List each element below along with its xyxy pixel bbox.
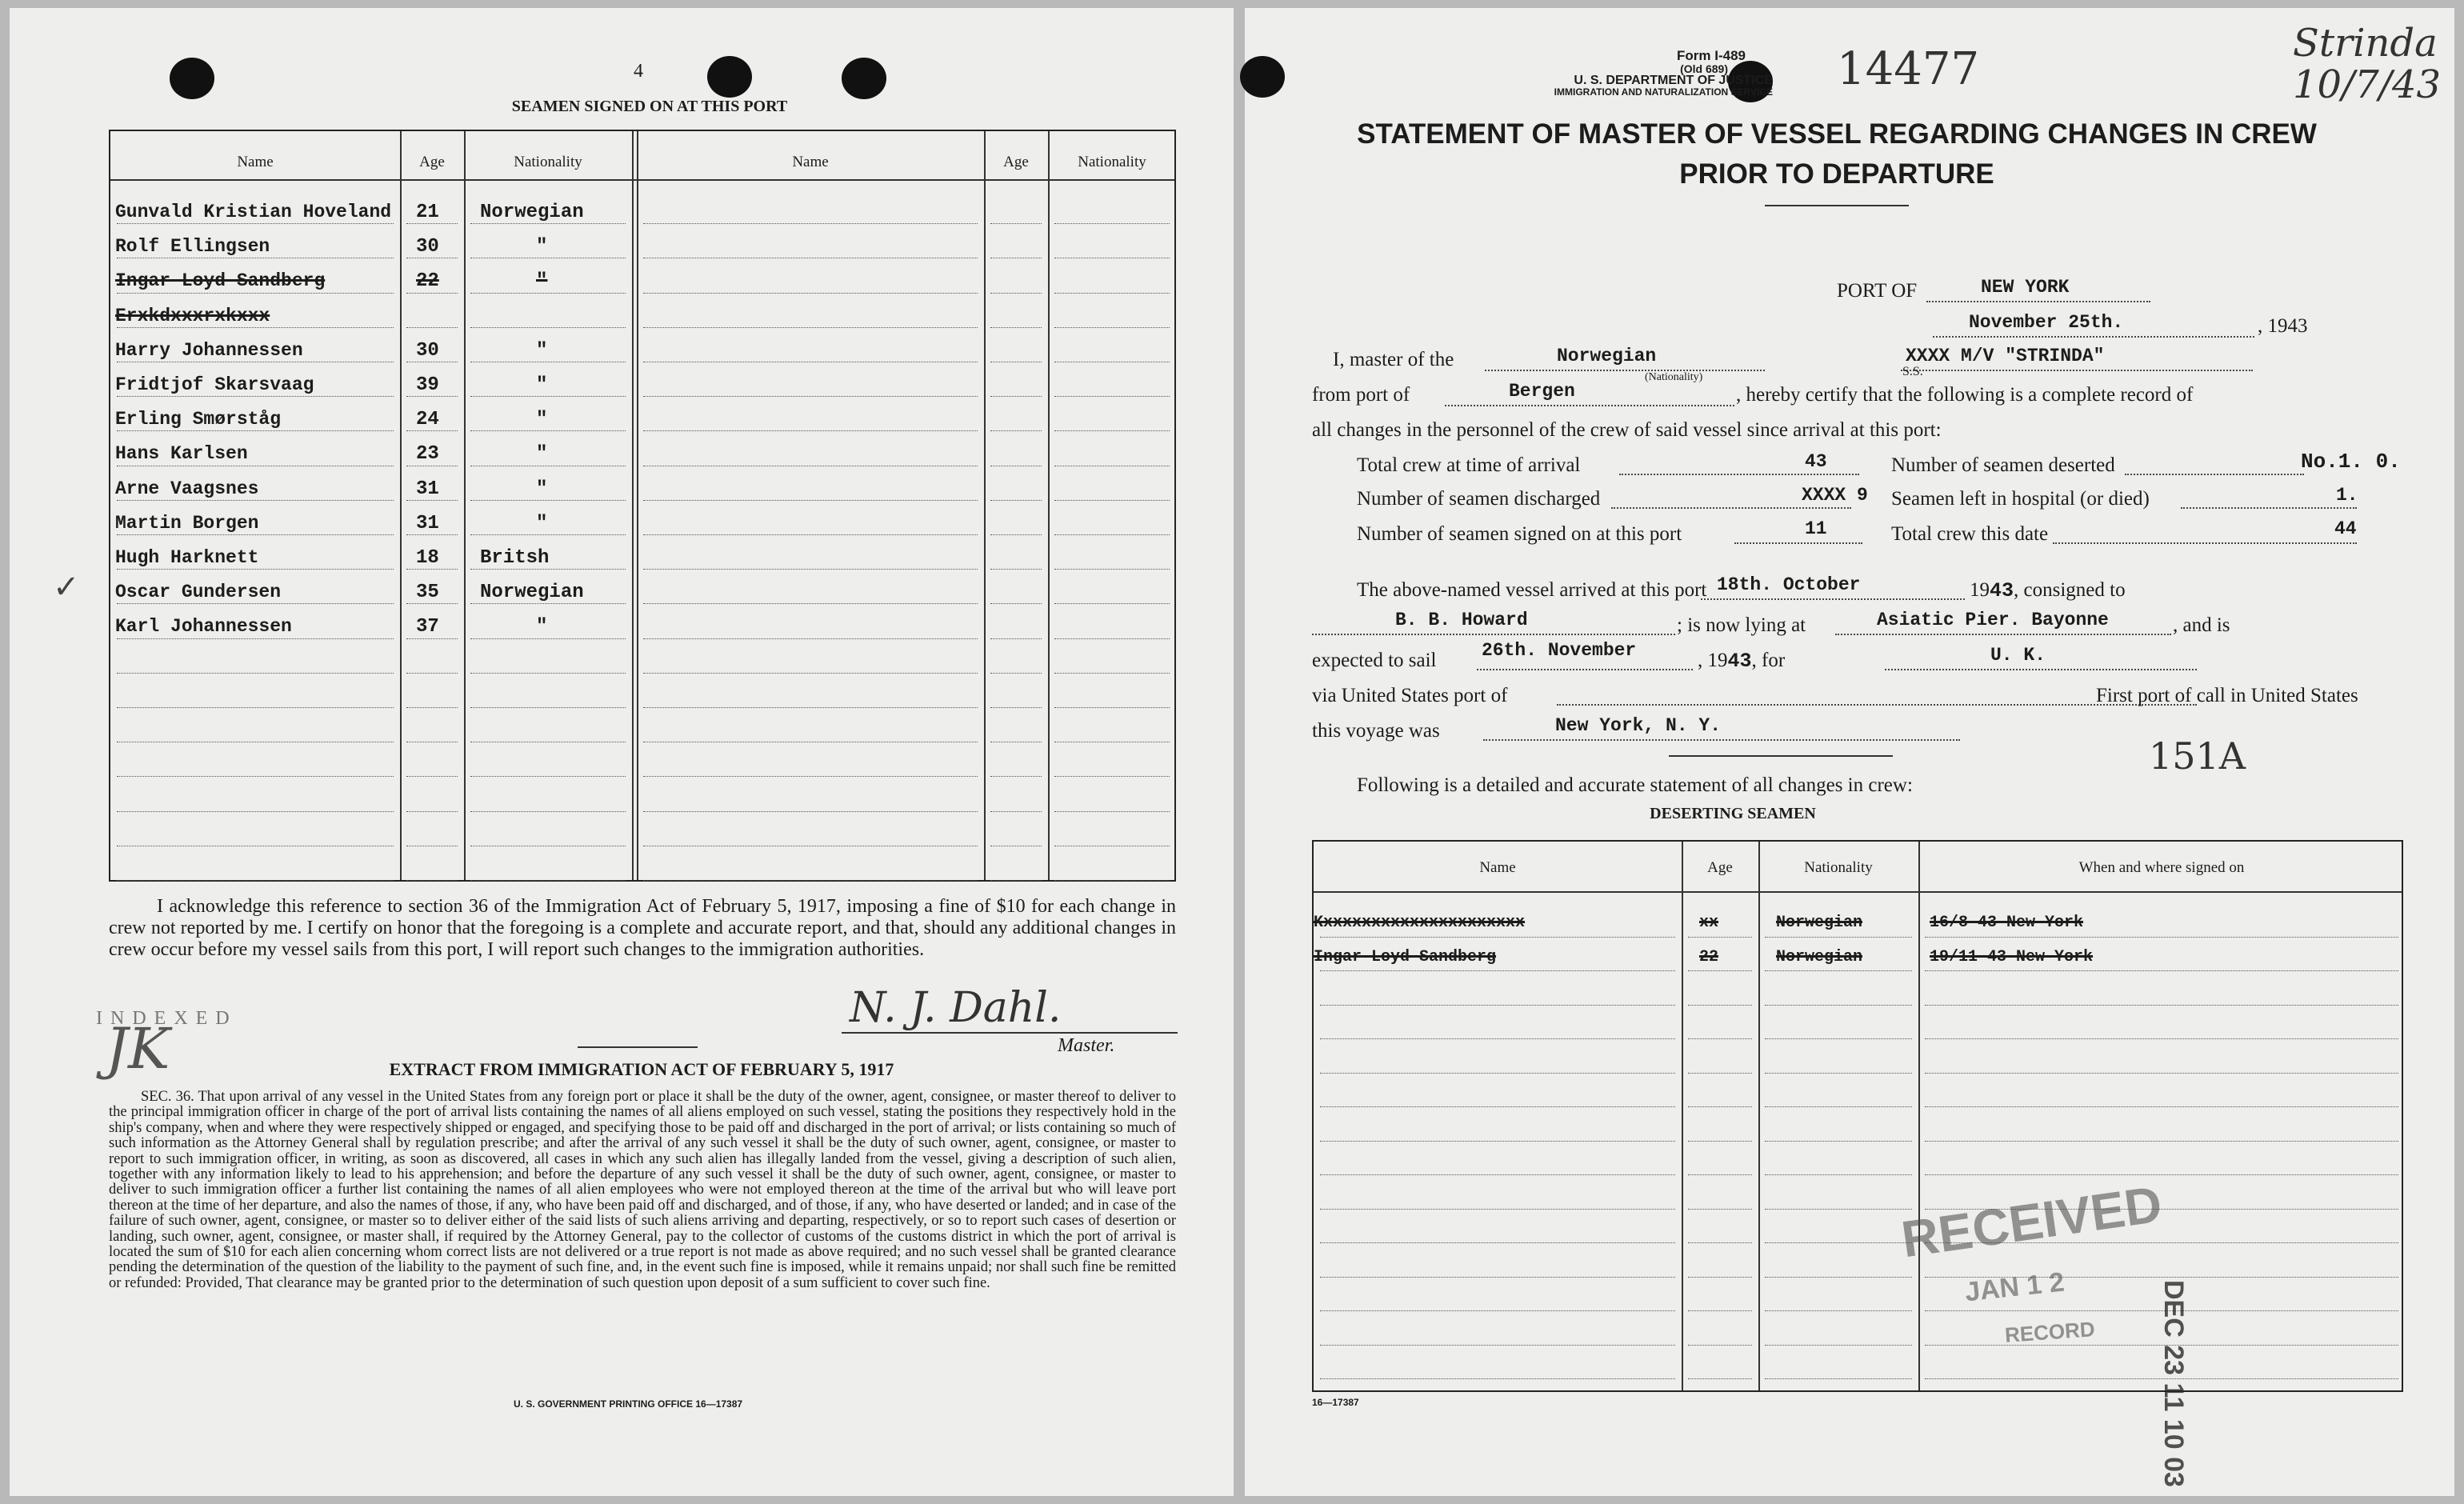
handwritten-code: 151A — [2149, 734, 2246, 778]
deserted-label: Number of seamen deserted — [1891, 454, 2115, 476]
deserter-when: 16/8-43 New York — [1930, 914, 2084, 932]
seaman-age: 37 — [416, 616, 439, 638]
seaman-nationality: " — [536, 512, 548, 534]
arrived-year: 1943, consigned to — [1970, 579, 2126, 602]
total-now-value: 44 — [2334, 518, 2357, 539]
changes-text: all changes in the personnel of the crew of said vessel since arrival at this port: — [1312, 419, 1942, 441]
seaman-name: Fridtjof Skarsvaag — [115, 374, 314, 395]
punch-hole — [170, 58, 214, 99]
seaman-age: 30 — [416, 339, 439, 362]
seaman-nationality: Britsh — [480, 547, 550, 569]
seaman-age: 30 — [416, 236, 439, 258]
arrived-label: The above-named vessel arrived at this port — [1357, 579, 1707, 601]
seaman-name: Erxkdxxxrxkxxx — [115, 305, 270, 326]
punch-hole — [842, 58, 886, 99]
punch-hole — [1240, 56, 1285, 98]
left-page — [10, 8, 1234, 1496]
sail-label: expected to sail — [1312, 650, 1437, 671]
column-nationality: Nationality — [1078, 154, 1146, 170]
seaman-name: Martin Borgen — [115, 512, 259, 534]
column-age: Age — [419, 154, 445, 170]
department: U. S. DEPARTMENT OF JUSTICE — [1574, 74, 1773, 87]
first-call-label: First port of call in United States — [2096, 685, 2358, 706]
discharged-value: XXXX 9 — [1802, 485, 1868, 506]
seaman-age: 31 — [416, 512, 439, 534]
seaman-name: Rolf Ellingsen — [115, 236, 270, 258]
handwritten-corner: Strinda 10/7/43 — [2293, 21, 2442, 107]
form-old: (Old 689) — [1680, 62, 1728, 75]
indexed-stamp: INDEXED — [96, 1008, 238, 1029]
vessel-prefix: S.S. — [1902, 365, 1923, 378]
sail-date: 26th. November — [1482, 640, 1637, 661]
column-name: Name — [792, 154, 829, 170]
port-label: PORT OF — [1837, 280, 1918, 302]
consignee-value: B. B. Howard — [1395, 610, 1528, 630]
discharged-label: Number of seamen discharged — [1357, 488, 1601, 510]
deserter-name: Kxxxxxxxxxxxxxxxxxxxxx — [1314, 914, 1526, 932]
seaman-nationality: " — [536, 616, 548, 638]
column-nationality: Nationality — [514, 154, 582, 170]
deserting-table — [1312, 840, 2403, 1392]
seaman-nationality: " — [536, 339, 548, 362]
total-arrival-value: 43 — [1805, 451, 1827, 472]
seaman-name: Erling Smørståg — [115, 409, 282, 430]
service: IMMIGRATION AND NATURALIZATION SERVICE — [1554, 86, 1773, 98]
signed-on-label: Number of seamen signed on at this port — [1357, 523, 1682, 545]
column-name: Name — [237, 154, 274, 170]
seaman-age: 24 — [416, 409, 439, 431]
deserter-name: Ingar Loyd Sandberg — [1314, 947, 1497, 966]
total-now-label: Total crew this date — [1891, 523, 2049, 545]
signed-on-value: 11 — [1805, 518, 1827, 539]
seaman-age: 21 — [416, 202, 439, 223]
extract-text: SEC. 36. That upon arrival of any vessel in the United States from any foreign port or place it shall be the duty of the owner, agent, consignee, or master thereof to deliver to the principal immigration officer in charge of the port of arrival lists containing the names of all aliens employed on such vessel, stating the positions they respectively hold in the ship's company, when and where they were respectively shipped or engaged, and specifying those to be paid off and discharged in the port of arrival; or lists containing so much of such information as the Attorney General shall by regulation prescribe; and after the arrival of any such vessel it shall be the duty of such owner, agent, consignee, or master to report to such immigration officer, in writing, as soon as discovered, all cases in which any such alien has illegally landed from the vessel, giving a description of such alien, together with any information likely to lead to his apprehension; and before the departure of any such vessel it shall be the duty of such owner, agent, consignee, or master to deliver to such immigration officer a further list containing the names of all alien employees who were not employed thereon at the time of the arrival but who will leave port thereon at the time of her departure, and also the names of those, if any, who have been paid off and discharged, and of those, if any, who have deserted or landed; and in case of the failure of such owner, agent, consignee, or master so to deliver either of the said lists of such aliens arriving and departing, respectively, or so to report such cases of desertion or landing, such owner, agent, consignee, or master shall, if required by the Attorney General, pay to the collector of customs of the customs district in which the port of arrival is located the sum of $10 for each alien concerning whom correct lists are not delivered or a true report is not made as above required; and no such vessel shall be granted clearance pending the determination of the question of the liability to the payment of such fine, and, in the event such fine is imposed, while it remains unpaid; nor shall such fine be remitted or refunded: Provided, That clearance may be granted prior to the determination of such question upon deposit of a sum sufficient to cover such fine. — [109, 1089, 1176, 1291]
seaman-nationality: " — [536, 270, 548, 293]
deserter-nationality: Norwegian — [1776, 947, 1863, 966]
seaman-nationality: " — [536, 236, 548, 258]
page-number: 4 — [634, 61, 643, 82]
acknowledgment-text: I acknowledge this reference to section 36 of the Immigration Act of February 5, 1917, imposing a fine of $10 for each change in crew not reported by me. I certify on honor that the foregoing is a complete and accurate report, and that, should any additional changes in crew occur before my vessel sails from this port, I will report such changes to the immigration authorities. — [109, 896, 1176, 960]
nationality-caption: (Nationality) — [1645, 371, 1703, 383]
deserter-when: 19/11-43 New York — [1930, 947, 2094, 966]
total-arrival-label: Total crew at time of arrival — [1357, 454, 1581, 476]
seaman-nationality: " — [536, 409, 548, 431]
seaman-age: 35 — [416, 582, 439, 604]
seaman-nationality: Norwegian — [480, 582, 584, 604]
seaman-nationality: Norwegian — [480, 202, 584, 223]
seaman-nationality: " — [536, 374, 548, 396]
seaman-name: Oscar Gundersen — [115, 582, 282, 603]
seaman-name: Hugh Harknett — [115, 547, 259, 568]
date-stamp: DEC 23 11 10 03 — [2158, 1280, 2189, 1487]
deserted-value: No.1. 0. — [2301, 450, 2401, 474]
seaman-age: 31 — [416, 478, 439, 500]
check-mark: ✓ — [53, 569, 80, 605]
form-title-line1: STATEMENT OF MASTER OF VESSEL REGARDING CHANGES IN CREW — [1357, 118, 2317, 150]
from-port-label: from port of — [1312, 384, 1410, 406]
handwritten-number: 14477 — [1837, 43, 1980, 95]
certify-text: , hereby certify that the following is a complete record of — [1736, 384, 2194, 406]
seaman-age: 22 — [416, 270, 439, 293]
port-value: NEW YORK — [1981, 277, 2070, 298]
printer-mark: U. S. GOVERNMENT PRINTING OFFICE 16—17387 — [514, 1398, 743, 1410]
form-number: Form I-489 — [1677, 48, 1746, 63]
master-of-label: I, master of the — [1333, 349, 1454, 370]
handwritten-initials: JK — [106, 1016, 170, 1082]
destination-value: U. K. — [1990, 645, 2046, 666]
deserter-age: 22 — [1699, 947, 1719, 966]
lying-at-value: Asiatic Pier. Bayonne — [1877, 610, 2109, 630]
right-page — [1245, 8, 2454, 1496]
date-value: November 25th. — [1969, 312, 2124, 333]
extract-title: EXTRACT FROM IMMIGRATION ACT OF FEBRUARY 5, 1917 — [389, 1059, 894, 1079]
seaman-name: Karl Johannessen — [115, 616, 292, 638]
seaman-name: Ingar Loyd Sandberg — [115, 270, 326, 292]
punch-hole — [707, 56, 752, 98]
voyage-label: this voyage was — [1312, 720, 1440, 742]
arrived-date: 18th. October — [1717, 574, 1861, 595]
column-name: Name — [1479, 859, 1516, 876]
deserting-title: DESERTING SEAMEN — [1650, 805, 1816, 822]
seaman-name: Gunvald Kristian Hoveland — [115, 202, 392, 222]
hospital-value: 1. — [2336, 485, 2358, 506]
nationality-value: Norwegian — [1557, 346, 1657, 366]
seaman-name: Harry Johannessen — [115, 339, 303, 361]
following-text: Following is a detailed and accurate statement of all changes in crew: — [1357, 774, 1913, 796]
column-nationality: Nationality — [1804, 859, 1873, 876]
lying-label: ; is now lying at — [1677, 614, 1806, 636]
section-title: SEAMEN SIGNED ON AT THIS PORT — [511, 98, 788, 115]
column-when-where: When and where signed on — [2078, 859, 2245, 876]
seaman-age: 39 — [416, 374, 439, 396]
column-age: Age — [1003, 154, 1029, 170]
form-title-line2: PRIOR TO DEPARTURE — [1679, 158, 1994, 190]
year-value: , 1943 — [2258, 315, 2308, 337]
vessel-value: XXXX M/V "STRINDA" — [1906, 346, 2105, 366]
sail-year: , 1943, for — [1698, 650, 1786, 673]
jan-stamp: JAN 1 2 — [1963, 1266, 2066, 1308]
printer-mark: 16—17387 — [1312, 1397, 1359, 1408]
seamen-table — [109, 130, 1176, 882]
hospital-label: Seamen left in hospital (or died) — [1891, 488, 2150, 510]
voyage-value: New York, N. Y. — [1555, 715, 1722, 736]
via-label: via United States port of — [1312, 685, 1508, 706]
and-is-label: , and is — [2173, 614, 2230, 636]
seaman-name: Hans Karlsen — [115, 443, 248, 465]
seaman-name: Arne Vaagsnes — [115, 478, 259, 499]
deserter-age: xx — [1699, 914, 1719, 932]
from-port-value: Bergen — [1509, 381, 1575, 402]
form-header — [1373, 48, 1773, 98]
master-signature: N. J. Dahl. — [850, 984, 1062, 1032]
deserter-nationality: Norwegian — [1776, 914, 1863, 932]
record-stamp: RECORD — [2004, 1317, 2096, 1347]
seaman-nationality: " — [536, 443, 548, 466]
seaman-age: 23 — [416, 443, 439, 466]
received-stamp: RECEIVED — [1898, 1174, 2166, 1269]
seaman-nationality: " — [536, 478, 548, 500]
master-label: Master. — [1058, 1035, 1115, 1056]
seaman-age: 18 — [416, 547, 439, 569]
column-age: Age — [1707, 859, 1733, 876]
